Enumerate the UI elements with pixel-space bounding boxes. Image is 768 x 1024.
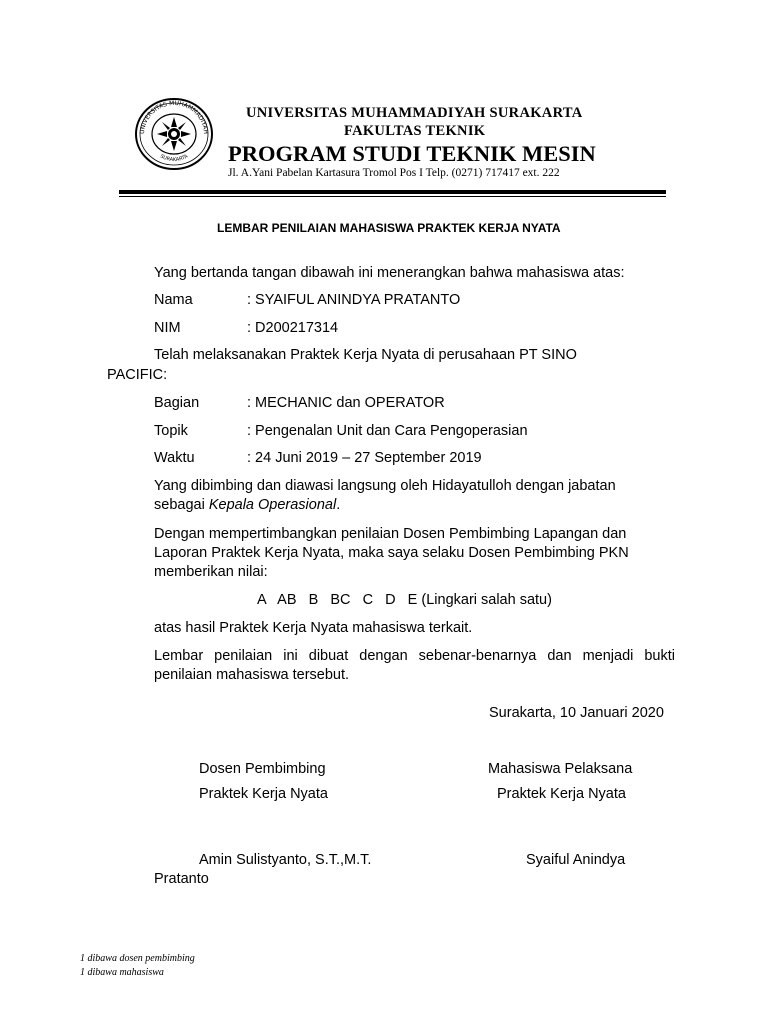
supervised-prefix: sebagai — [154, 497, 209, 513]
detail-value-bagian: : MECHANIC dan OPERATOR — [247, 395, 445, 411]
footnote-1: 1 dibawa dosen pembimbing — [80, 953, 195, 964]
company-line-2: PACIFIC: — [107, 367, 168, 383]
supervisor-position: Kepala Operasional — [208, 497, 337, 513]
detail-value-topik: : Pengenalan Unit dan Cara Pengoperasian — [247, 423, 528, 439]
footnote-2: 1 dibawa mahasiswa — [80, 967, 164, 978]
grade-options: A AB B BC C D E (Lingkari salah satu) — [257, 592, 552, 608]
consider-line-2: Laporan Praktek Kerja Nyata, maka saya selaku Dosen Pembimbing PKN — [154, 545, 629, 561]
address-line: Jl. A.Yani Pabelan Kartasura Tromol Pos I Telp. (0271) 717417 ext. 222 — [228, 167, 560, 179]
header-divider-thin — [119, 196, 666, 197]
left-signer-role-2: Praktek Kerja Nyata — [199, 786, 328, 802]
right-signer-role-2: Praktek Kerja Nyata — [497, 786, 626, 802]
detail-label-bagian: Bagian — [154, 395, 200, 411]
detail-label-waktu: Waktu — [154, 450, 195, 466]
supervised-line-1: Yang dibimbing dan diawasi langsung oleh Hidayatulloh dengan jabatan — [154, 478, 616, 494]
field-value-nama: : SYAIFUL ANINDYA PRATANTO — [247, 292, 461, 308]
document-title: LEMBAR PENILAIAN MAHASISWA PRAKTEK KERJA NYATA — [217, 221, 561, 235]
faculty-name: FAKULTAS TEKNIK — [344, 123, 486, 139]
place-date: Surakarta, 10 Januari 2020 — [489, 705, 664, 721]
svg-text:UNIVERSITAS MUHAMMADIYAH: UNIVERSITAS MUHAMMADIYAH — [138, 99, 210, 135]
field-label-nim: NIM — [154, 320, 181, 336]
university-seal-icon — [134, 97, 214, 171]
right-signer-role-1: Mahasiswa Pelaksana — [488, 761, 633, 777]
field-label-nama: Nama — [154, 292, 193, 308]
result-line: atas hasil Praktek Kerja Nyata mahasiswa terkait. — [154, 620, 473, 636]
left-signer-name: Amin Sulistyanto, S.T.,M.T. — [199, 852, 372, 868]
intro-text: Yang bertanda tangan dibawah ini menerangkan bahwa mahasiswa atas: — [154, 265, 625, 281]
svg-text:SURAKARTA: SURAKARTA — [159, 153, 189, 164]
right-signer-name-line-2: Pratanto — [154, 871, 209, 887]
company-line-1: Telah melaksanakan Praktek Kerja Nyata di perusahaan PT SINO — [154, 347, 577, 363]
supervised-line-2 — [154, 497, 340, 513]
field-value-nim: : D200217314 — [247, 320, 339, 336]
supervised-suffix: . — [336, 497, 341, 513]
program-name: PROGRAM STUDI TEKNIK MESIN — [228, 141, 596, 166]
consider-line-3: memberikan nilai: — [154, 564, 268, 580]
closing-line-2: penilaian mahasiswa tersebut. — [154, 667, 350, 683]
detail-label-topik: Topik — [154, 423, 188, 439]
left-signer-role-1: Dosen Pembimbing — [199, 761, 326, 777]
closing-line-1: Lembar penilaian ini dibuat dengan sebenar-benarnya dan menjadi bukti — [154, 648, 675, 664]
university-name: UNIVERSITAS MUHAMMADIYAH SURAKARTA — [246, 105, 583, 121]
consider-line-1: Dengan mempertimbangkan penilaian Dosen Pembimbing Lapangan dan — [154, 526, 627, 542]
right-signer-name-line-1: Syaiful Anindya — [526, 852, 626, 868]
detail-value-waktu: : 24 Juni 2019 – 27 September 2019 — [247, 450, 482, 466]
header-divider-thick — [119, 190, 666, 194]
